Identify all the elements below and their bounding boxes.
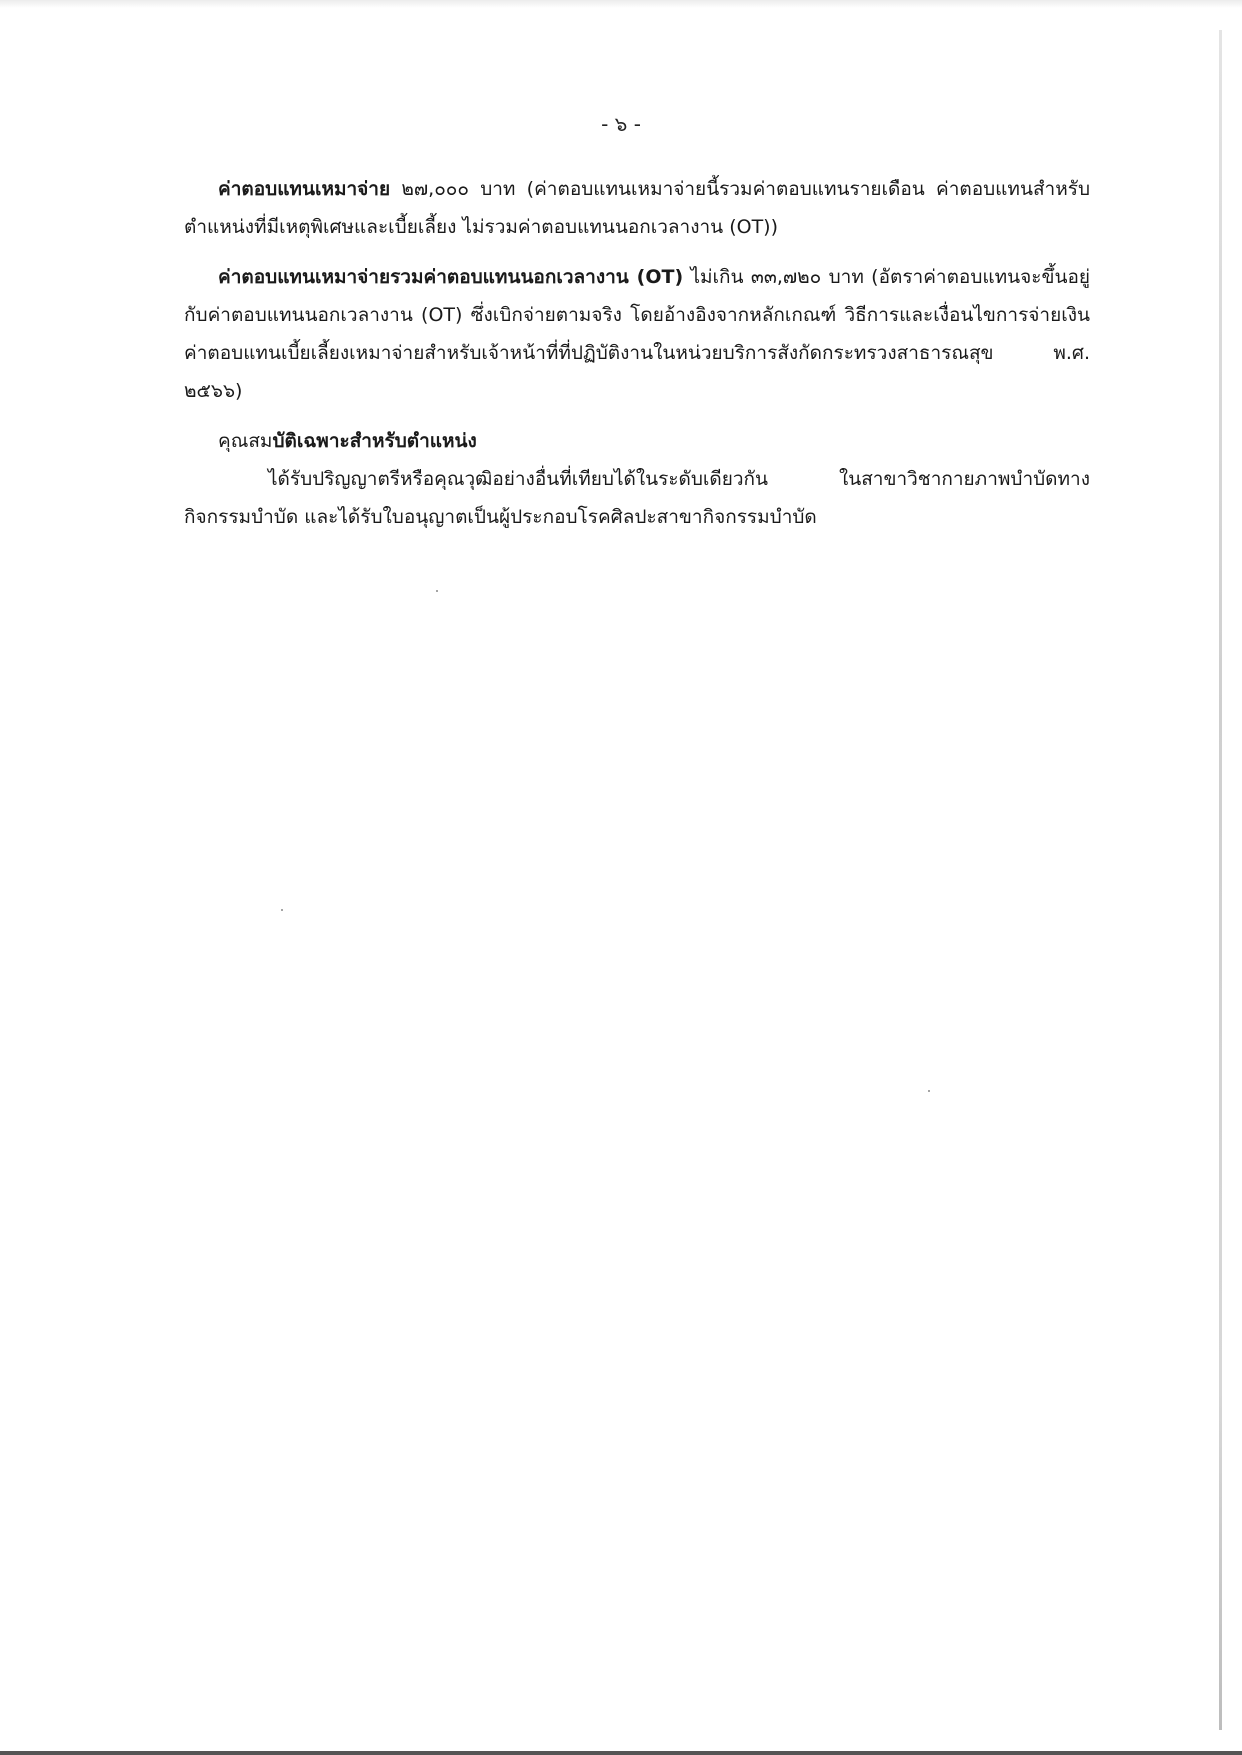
scan-edge-right xyxy=(1219,30,1222,1730)
compensation-ot-paragraph xyxy=(184,258,1090,410)
document-body xyxy=(184,170,1090,536)
compensation-ot-term: ค่าตอบแทนเหมาจ่ายรวมค่าตอบแทนนอกเวลางาน (OT) xyxy=(218,266,684,288)
scan-speck xyxy=(281,909,283,911)
scan-edge-bottom xyxy=(0,1751,1242,1755)
compensation-ot-text: ไม่เกิน ๓๓,๗๒๐ บาท (อัตราค่าตอบแทนจะขึ้นอยู่กับค่าตอบแทนนอกเวลางาน (OT) ซึ่งเบิกจ่ายตามจริง โดยอ้างอิงจากหลักเกณฑ์ วิธีการและเงื่อนไขการจ่ายเงินค่าตอบแทนเบี้ยเลี้ยงเหมาจ่ายสำหรับเจ้าหน้าที่ที่ปฏิบัติงานในหน่วยบริการสังกัดกระทรวงสาธารณสุข พ.ศ. ๒๕๖๖) xyxy=(184,266,1090,402)
qualification-heading-plain: คุณสม xyxy=(218,430,273,452)
compensation-text: ๒๗,๐๐๐ บาท (ค่าตอบแทนเหมาจ่ายนี้รวมค่าตอบแทนรายเดือน ค่าตอบแทนสำหรับตำแหน่งที่มีเหตุพิเศษและเบี้ยเลี้ยง ไม่รวมค่าตอบแทนนอกเวลางาน (OT)) xyxy=(184,178,1090,238)
scan-speck xyxy=(436,590,438,592)
scan-speck xyxy=(928,1090,930,1092)
compensation-term: ค่าตอบแทนเหมาจ่าย xyxy=(218,178,391,200)
page-number: - ๖ - xyxy=(601,112,641,136)
compensation-paragraph xyxy=(184,170,1090,246)
qualification-heading-bold: บัติเฉพาะสำหรับตำแหน่ง xyxy=(272,430,477,452)
qualification-body: ได้รับปริญญาตรีหรือคุณวุฒิอย่างอื่นที่เทียบได้ในระดับเดียวกัน ในสาขาวิชากายภาพบำบัดทางกิจกรรมบำบัด และได้รับใบอนุญาตเป็นผู้ประกอบโรคศิลปะสาขากิจกรรมบำบัด xyxy=(184,468,1090,528)
qualification-heading xyxy=(218,422,1090,460)
scan-top-shade xyxy=(0,0,1242,8)
